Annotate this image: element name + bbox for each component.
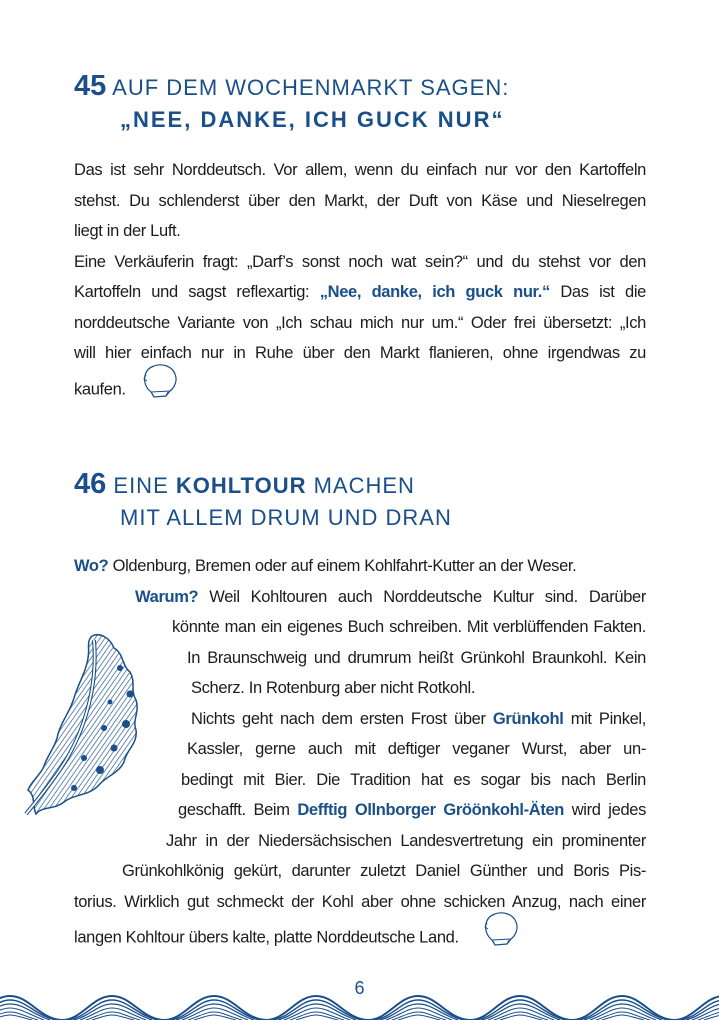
section-46-number: 46: [74, 468, 107, 500]
section-45-title-line2: „NEE, DANKE, ICH GUCK NUR“: [120, 107, 505, 132]
text-segment: wird jedes: [564, 801, 646, 819]
body-line: [74, 917, 646, 960]
body-line: torius. Wirklich gut schmeckt der Kohl aber ohne schicken Anzug, nach einer: [74, 892, 646, 911]
text-segment: kaufen.: [74, 380, 126, 399]
title-bold-kohltour: KOHLTOUR: [175, 473, 307, 498]
text-segment: mit Pinkel,: [563, 709, 646, 728]
section-45-body: [74, 155, 646, 411]
text-segment: Kartoffeln und sagst reflexartig:: [74, 283, 320, 301]
section-45-heading: [74, 70, 509, 133]
section-46-title-line1: [74, 468, 452, 501]
body-line: norddeutsche Variante von „Ich schau mich nur um.“ Oder frei übersetzt: „Ich: [74, 313, 646, 332]
body-line: [74, 551, 646, 582]
body-line: [178, 795, 646, 826]
section-45-title-text: AUF DEM WOCHENMARKT SAGEN:: [112, 75, 510, 100]
text-segment: Das ist die: [549, 283, 646, 301]
body-line: Das ist sehr Norddeutsch. Vor allem, wenn du einfach nur vor den Kartoffeln: [74, 161, 646, 179]
section-46-body: [74, 551, 646, 960]
section-45-number: 45: [74, 70, 107, 102]
label-warum: Warum?: [135, 587, 199, 606]
page-number: 6: [354, 978, 365, 998]
body-line: In Braunschweig und drumrum heißt Grünkohl Braunkohl. Kein: [187, 648, 646, 667]
highlight-event-name: Defftig Ollnborger Gröönkohl-Äten: [297, 801, 565, 819]
scallop-shell-icon: [140, 363, 180, 412]
text-segment: Nichts geht nach dem ersten Frost über: [191, 709, 493, 728]
title-segment: MACHEN: [306, 473, 415, 498]
body-line: liegt in der Luft.: [74, 222, 181, 240]
section-46-heading: [74, 468, 452, 531]
body-line: Grünkohlkönig gekürt, darunter zuletzt Daniel Günther und Boris Pis-: [122, 862, 646, 880]
body-line: bedingt mit Bier. Die Tradition hat es sogar bis nach Berlin: [181, 770, 646, 789]
title-segment: EINE: [113, 473, 176, 498]
body-line: [74, 369, 646, 412]
body-line: Scherz. In Rotenburg aber nicht Rotkohl.: [191, 679, 476, 697]
body-line: Jahr in der Niedersächsischen Landesvertretung ein prominenter: [166, 831, 646, 850]
body-line: Kassler, gerne auch mit deftiger veganer Wurst, aber un-: [187, 740, 646, 758]
body-line: könnte man ein eigenes Buch schreiben. Mit verblüffenden Fakten.: [172, 618, 646, 636]
section-45-title-line1: [74, 70, 509, 103]
body-line: will hier einfach nur in Ruhe über den Markt flanieren, ohne irgendwas zu: [74, 344, 646, 362]
text-segment: Weil Kohltouren auch Norddeutsche Kultur sind. Darüber: [198, 587, 646, 606]
text-segment: Oldenburg, Bremen oder auf einem Kohlfahrt-Kutter an der Weser.: [108, 557, 577, 575]
text-segment: langen Kohltour übers kalte, platte Norddeutsche Land.: [74, 928, 459, 947]
body-line: Eine Verkäuferin fragt: „Darf’s sonst noch wat sein?“ und du stehst vor den: [74, 252, 646, 271]
body-line: [74, 277, 646, 308]
highlight-gruenkohl: Grünkohl: [492, 709, 564, 728]
body-line: stehst. Du schlenderst über den Markt, der Duft von Käse und Nieselregen: [74, 191, 646, 210]
text-segment: geschafft. Beim: [178, 801, 298, 819]
body-line: [135, 582, 646, 613]
label-wo: Wo?: [74, 557, 109, 575]
section-46-title-line2: MIT ALLEM DRUM UND DRAN: [120, 505, 452, 530]
wave-border: [0, 990, 719, 1020]
highlight-quote: „Nee, danke, ich guck nur.“: [319, 283, 550, 301]
body-line: [191, 704, 646, 735]
scallop-shell-icon: [481, 911, 521, 960]
